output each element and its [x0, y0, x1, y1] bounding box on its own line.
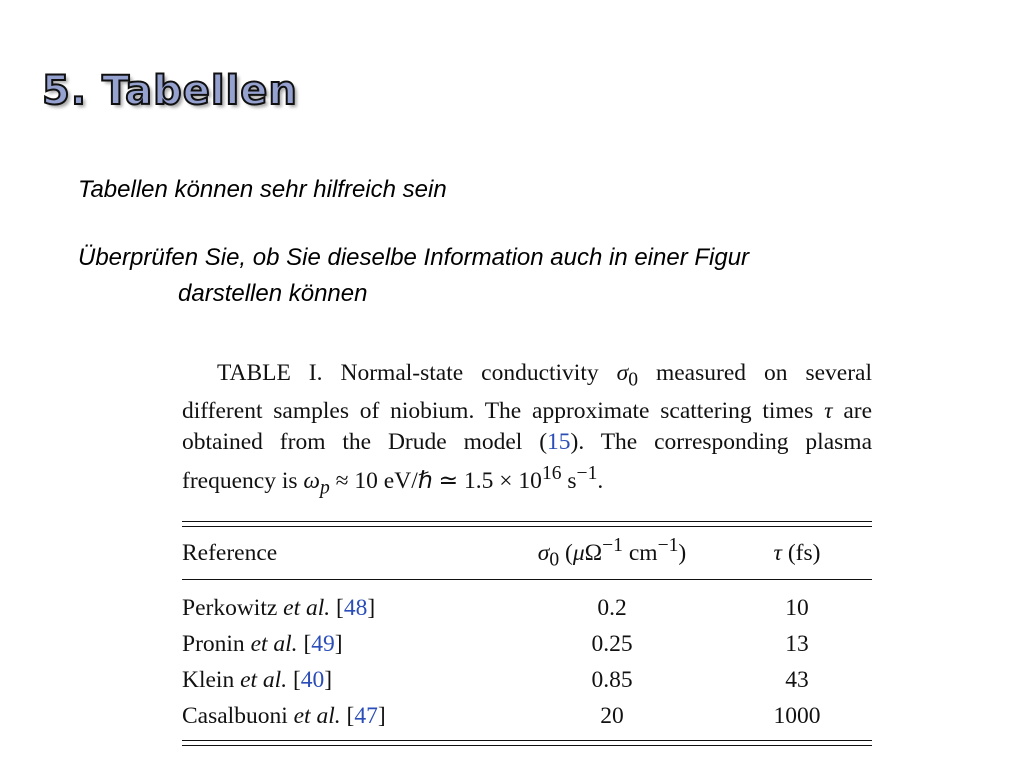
- table-figure: [182, 358, 872, 746]
- reference-link[interactable]: 49: [311, 630, 335, 657]
- omega-symbol: ω: [303, 467, 320, 494]
- body-text-line-2: Überprüfen Sie, ob Sie dieselbe Information auch in einer Figur: [78, 244, 750, 271]
- tau-cell: 13: [785, 630, 809, 657]
- header-sigma: $\sigma_0$ ($\mu\Omega^{-1}$ $cm^{-1}$): [537, 534, 687, 571]
- sigma-cell: 0.85: [591, 666, 633, 693]
- body-text-line-3: darstellen können: [178, 280, 368, 307]
- reference-cell: Klein et al. [40]: [182, 666, 333, 693]
- table-row: [182, 662, 872, 698]
- reference-cell: Pronin et al. [49]: [182, 630, 343, 657]
- table-row: [182, 590, 872, 626]
- caption-label: TABLE I.: [217, 360, 323, 386]
- body-text-line-1: Tabellen können sehr hilfreich sein: [78, 176, 447, 203]
- reference-cell: Casalbuoni et al. [47]: [182, 702, 386, 729]
- sigma-cell: 0.2: [597, 594, 627, 621]
- sigma-symbol: σ: [616, 360, 629, 386]
- reference-link[interactable]: 40: [300, 666, 325, 693]
- table-row: [182, 626, 872, 662]
- header-reference: Reference: [182, 539, 278, 566]
- tau-cell: 10: [785, 594, 809, 621]
- sigma-cell: 0.25: [591, 630, 633, 657]
- table-bottom-rule: [182, 740, 872, 746]
- reference-cell: Perkowitz et al. [48]: [182, 594, 376, 621]
- slide-title: 5. Tabellen: [42, 68, 298, 114]
- header-tau: τ (fs): [773, 539, 821, 566]
- caption-ref-link[interactable]: 15: [547, 428, 571, 455]
- tau-symbol: τ: [824, 397, 833, 424]
- table-caption: TABLE I. Normal-state conductivity $\sigma_0$ measured on several different samples of niobium. The approximate scattering times τ are obtained from the Drude model (15). The corresponding plasma frequency is $\omega_p \approx 10$ eV/ℏ ≃ $1.5 \times 10^{16}$ $s^{-1}$.: [182, 360, 873, 499]
- sigma-cell: 20: [600, 702, 624, 729]
- table-header-row: [182, 527, 872, 579]
- tau-cell: 43: [785, 666, 809, 693]
- table-row: [182, 698, 872, 734]
- reference-link[interactable]: 48: [343, 594, 368, 621]
- table-body: [182, 580, 872, 740]
- reference-link[interactable]: 47: [354, 702, 378, 729]
- tau-cell: 1000: [773, 702, 821, 729]
